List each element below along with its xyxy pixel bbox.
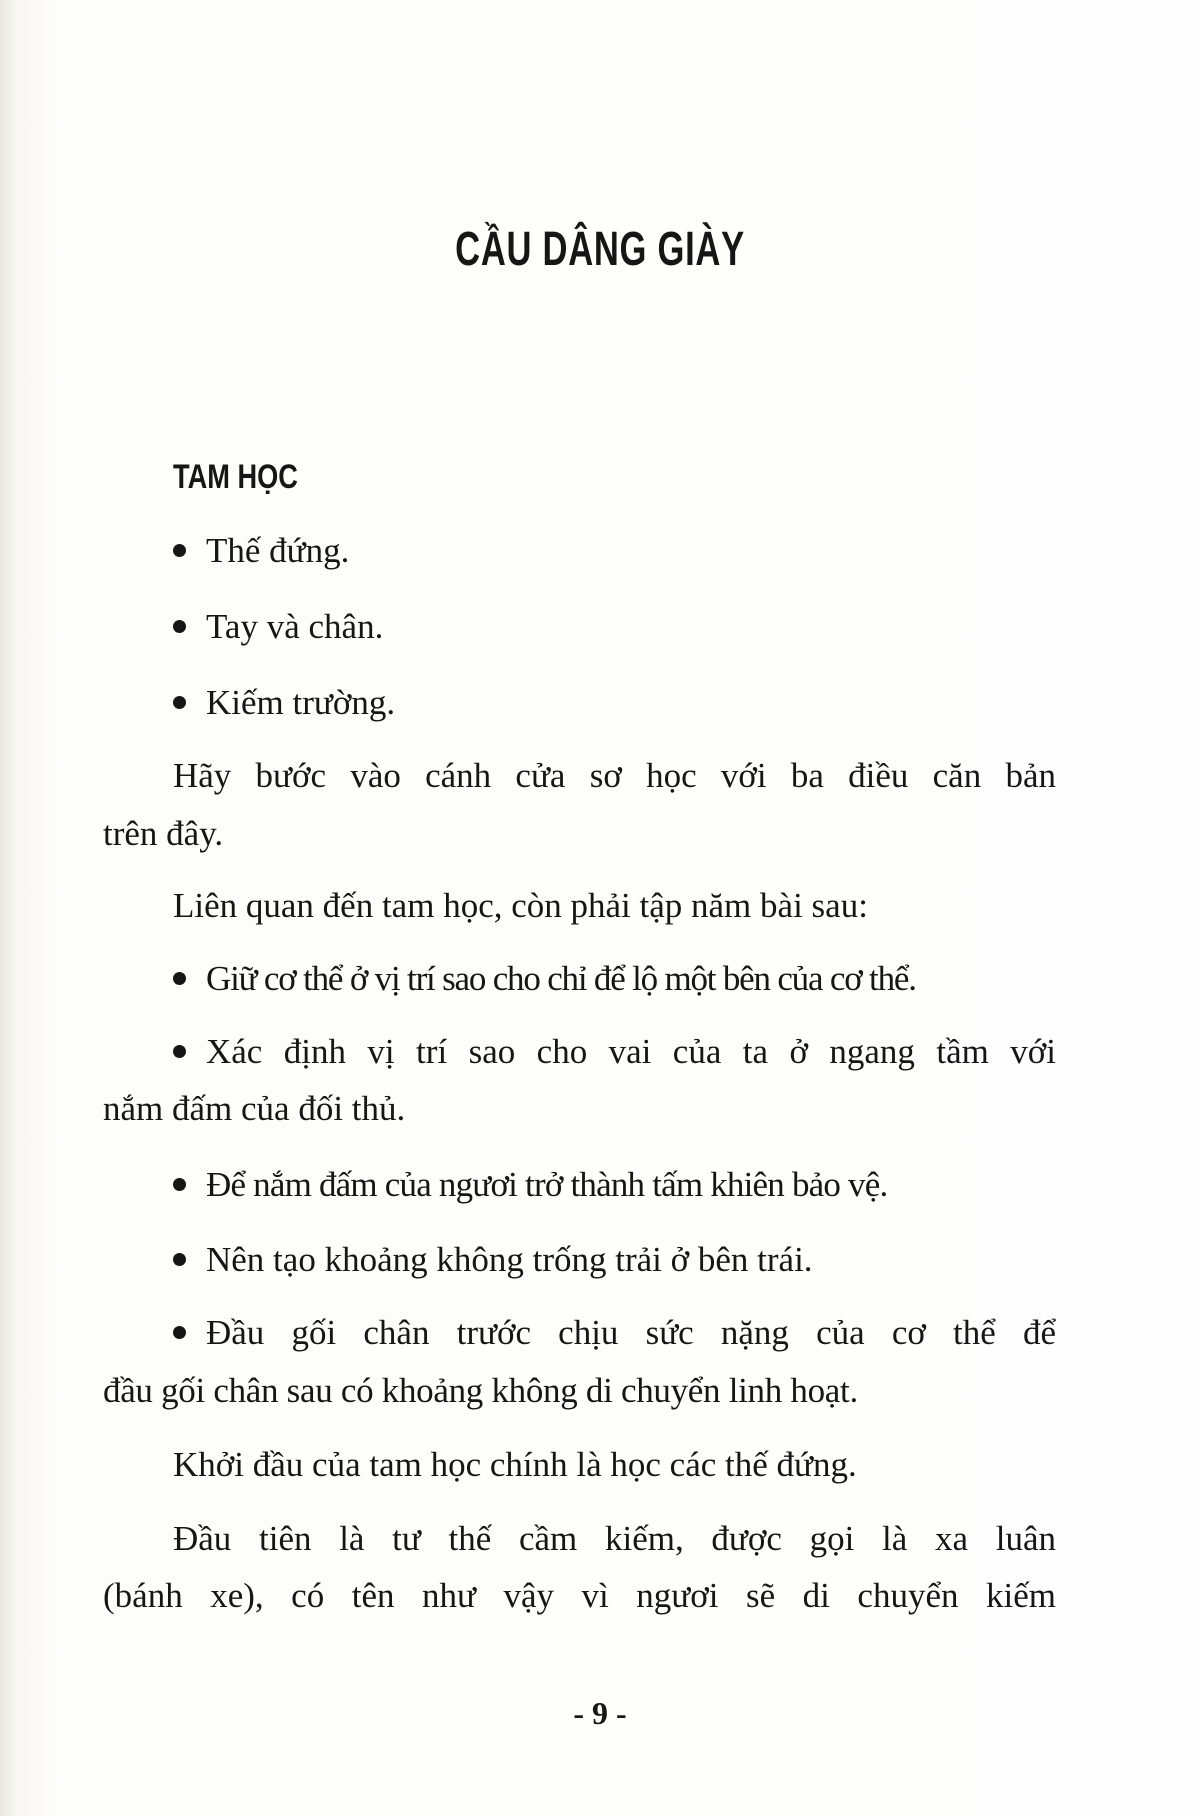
paragraph: Khởi đầu của tam học chính là học các thế đứng. [173,1445,857,1484]
page-number: - 9 - [573,1695,627,1731]
list-item: Đầu gối chân trước chịu sức nặng của cơ thể để [173,1311,1056,1355]
list-item: Giữ cơ thể ở vị trí sao cho chỉ để lộ một bên của cơ thể. [173,957,1056,1001]
paragraph: Liên quan đến tam học, còn phải tập năm bài sau: [173,886,868,925]
list-item: Để nắm đấm của ngươi trở thành tấm khiên bảo vệ. [173,1163,1056,1207]
paragraph-line: trên đây. [103,814,224,853]
paragraph-line: Đầu tiên là tư thế cầm kiếm, được gọi là xa luân [173,1519,1056,1558]
list-item: Thế đứng. [173,529,1056,573]
list-item: Nên tạo khoảng không trống trải ở bên trái. [173,1238,1056,1282]
list-item: Kiếm trường. [173,681,1056,725]
paragraph-line: Hãy bước vào cánh cửa sơ học với ba điều căn bản [173,756,1056,795]
chapter-title: CẦU DÂNG GIÀY [455,223,745,276]
list-item-continuation: nắm đấm của đối thủ. [103,1089,406,1128]
paragraph-line: (bánh xe), có tên như vậy vì ngươi sẽ di chuyển kiếm [103,1576,1056,1615]
section-heading: TAM HỌC [173,458,298,496]
list-item: Xác định vị trí sao cho vai của ta ở ngang tầm với [173,1030,1056,1074]
list-item: Tay và chân. [173,605,1056,649]
list-item-continuation: đầu gối chân sau có khoảng không di chuyển linh hoạt. [103,1371,858,1410]
